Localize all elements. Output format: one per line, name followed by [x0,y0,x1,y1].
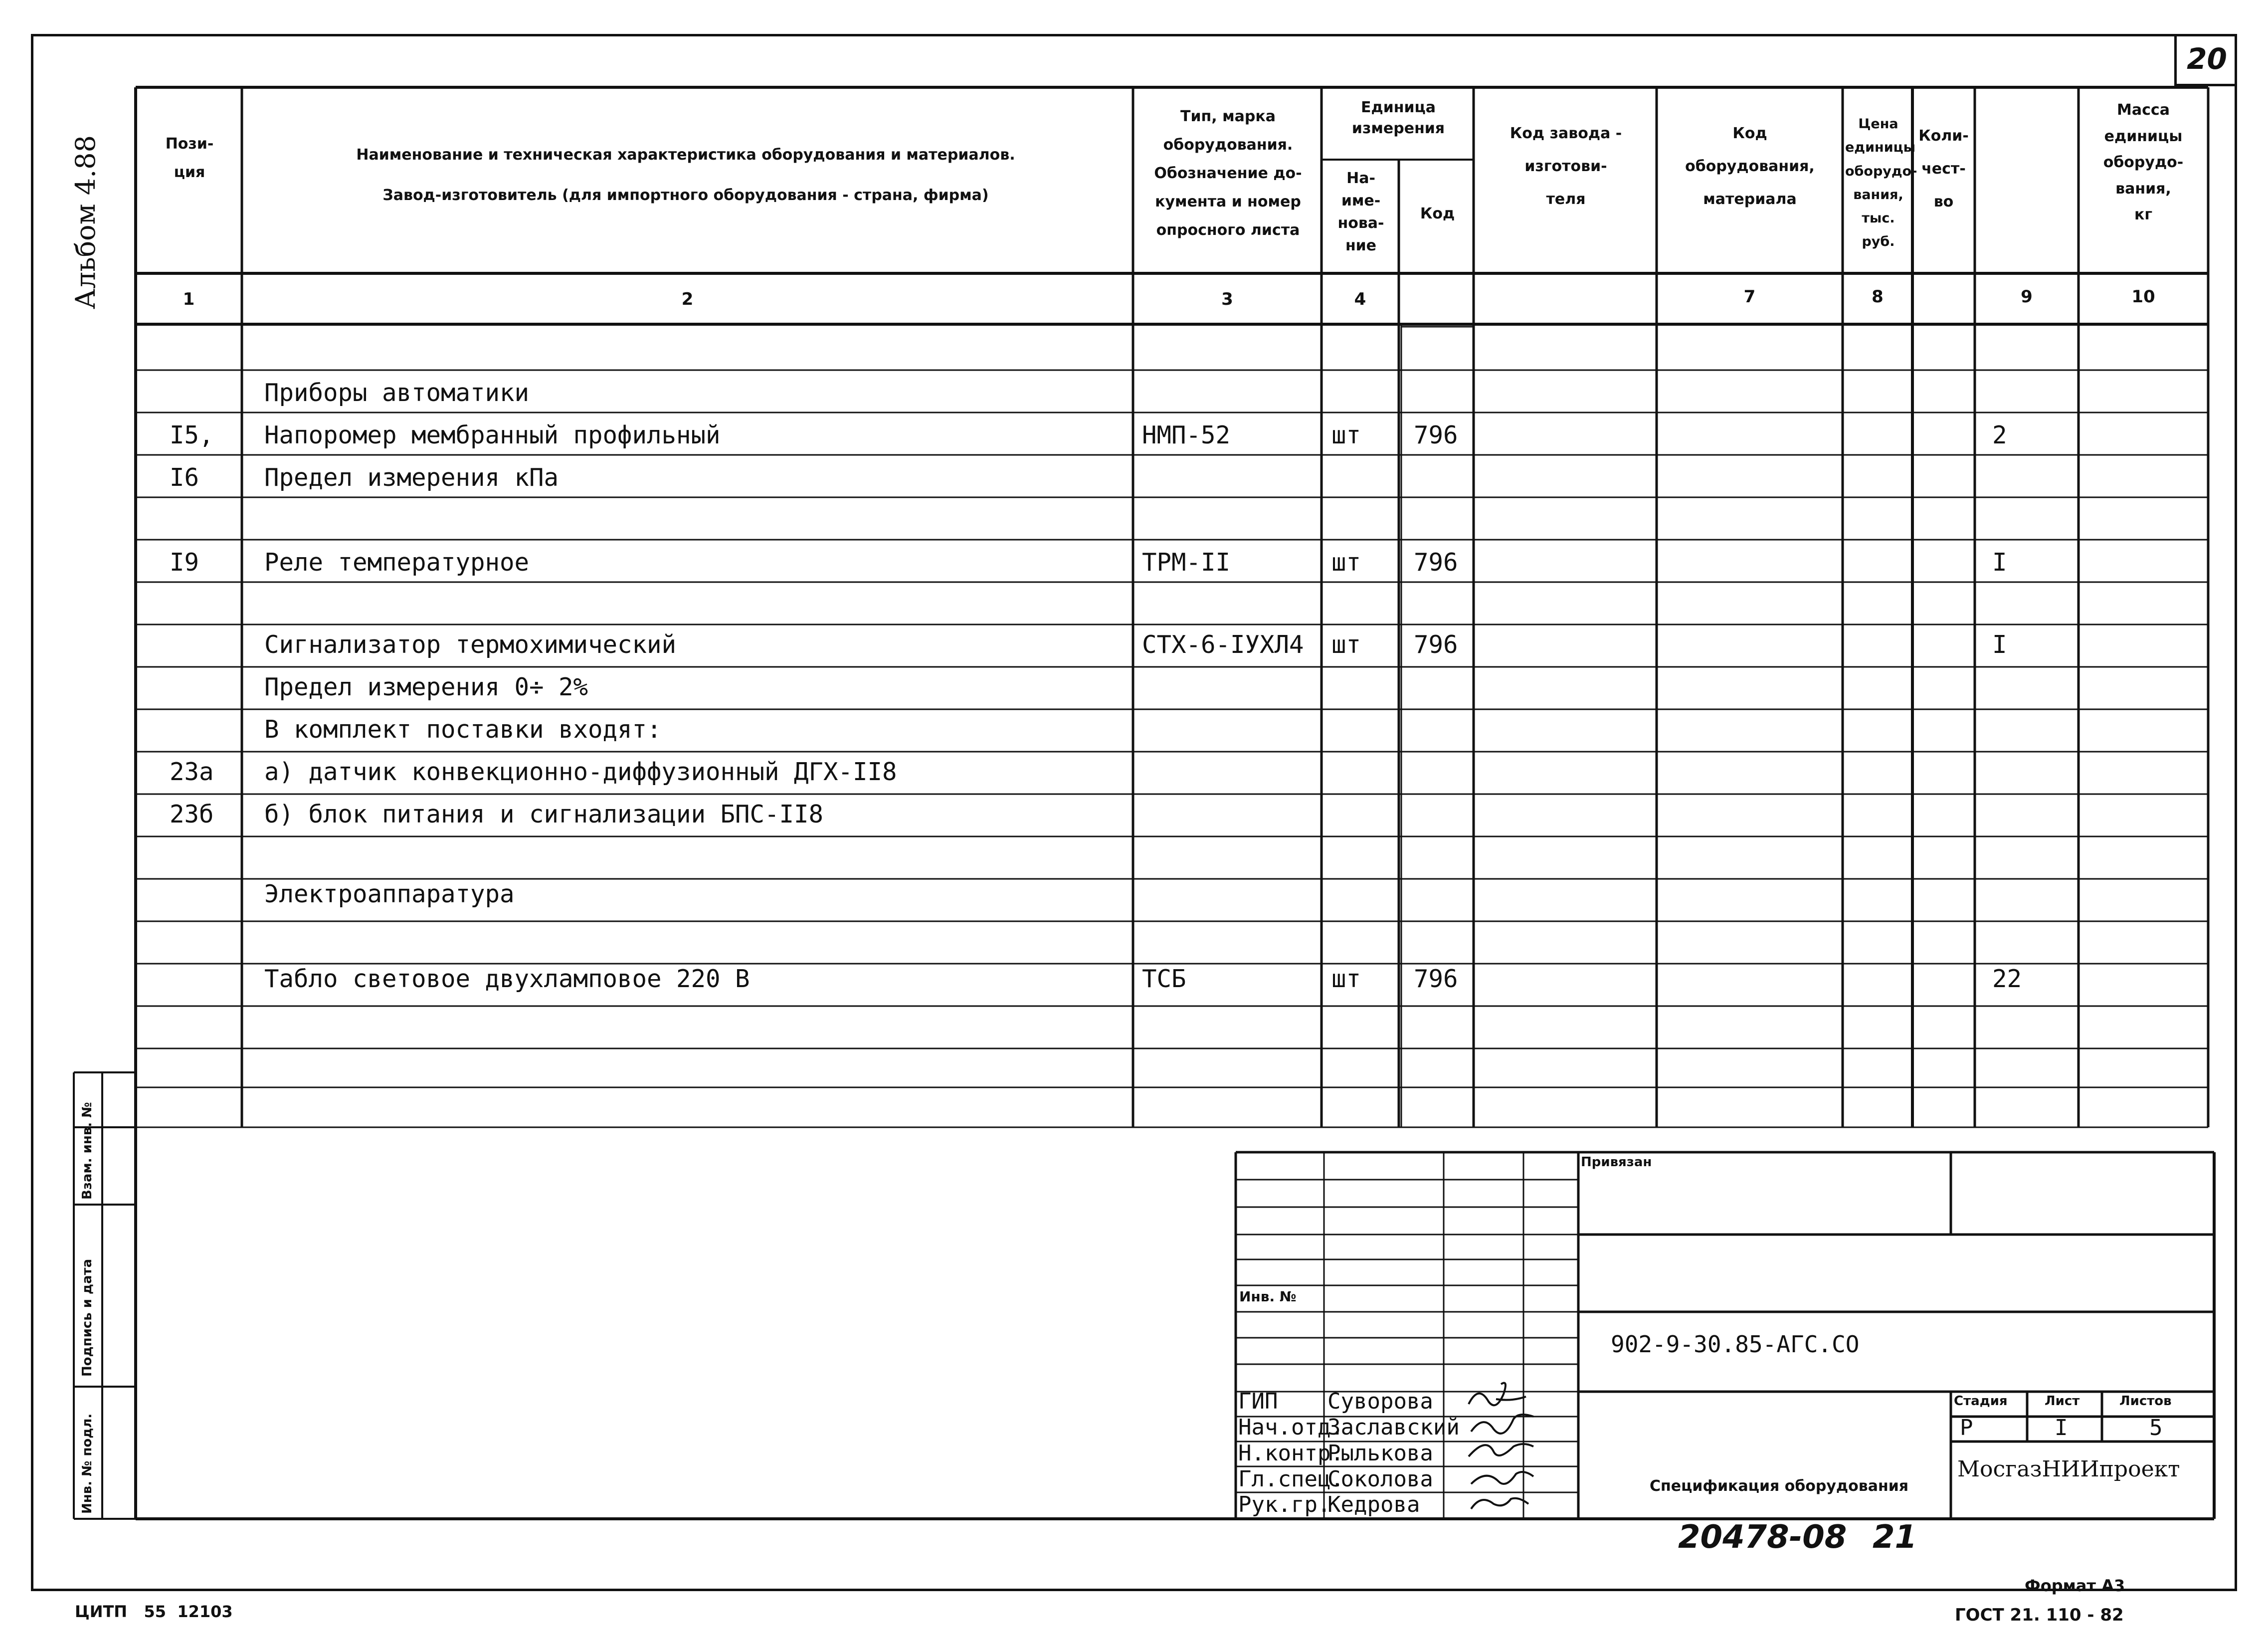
header-text: Тип, марка [1180,108,1276,125]
side-stamp-replacement-inv: Взам. инв. № [80,1102,95,1200]
row-unit: шт [1331,630,1361,659]
header-col-code: Код [1420,205,1455,222]
person-name: Кедрова [1327,1492,1420,1517]
row-quantity: I [1992,630,2007,659]
row-name: Реле температурное [264,548,530,577]
organization-name: МосгазНИИпроект [1957,1456,2180,1482]
row-quantity: 22 [1992,965,2022,993]
album-label: Альбом 4.88 [70,135,101,309]
handwritten-code: 20478-08 [1678,1519,1847,1556]
column-number: 1 [183,289,195,309]
row-name: Табло световое двухламповое 220 В [264,965,750,993]
header-text: Коли- [1918,127,1969,145]
gost-label: ГОСТ 21. 110 - 82 [1955,1605,2124,1625]
row-code: 796 [1414,630,1458,659]
person-name: Суворова [1327,1389,1433,1414]
header-text: измерения [1351,120,1445,137]
row-type: СТХ-6-IУХЛ4 [1142,630,1304,659]
header-text: оборудо- [1845,163,1917,179]
stage-label: Стадия [1954,1394,2008,1409]
person-name: Соколова [1327,1466,1433,1492]
role-label: Нач.отд. [1238,1415,1344,1440]
privyazan-label: Привязан [1581,1155,1652,1170]
row-position: 23б [170,800,214,828]
row-name: В комплект поставки входят: [264,715,662,744]
row-code: 796 [1414,965,1458,993]
role-label: ГИП [1238,1389,1278,1414]
handwritten-number: 21 [1873,1519,1917,1556]
row-type: НМП-52 [1142,421,1231,449]
header-text: оборудования, [1685,158,1815,175]
footer-left: ЦИТП 55 12103 [75,1602,233,1621]
row-name: б) блок питания и сигнализации БПС-II8 [264,800,824,828]
header-text: Завод-изготовитель (для импортного оборудования - страна, фирма) [382,187,989,204]
header-text: материала [1703,191,1797,208]
header-text: Единица [1361,99,1436,116]
row-position: I9 [170,548,199,577]
header-text: Обозначение до- [1154,165,1302,182]
sheet-value: I [2055,1415,2068,1441]
side-stamp-signature-date: Подпись и дата [80,1258,95,1377]
row-unit: шт [1331,965,1361,993]
header-text: теля [1546,191,1586,208]
header-text: ция [174,164,205,181]
person-name: Рылькова [1327,1441,1433,1466]
row-unit: шт [1331,421,1361,449]
header-text: Код завода - [1510,125,1622,142]
column-number: 9 [2021,287,2033,307]
row-name: а) датчик конвекционно-диффузионный ДГХ-II8 [264,758,897,786]
row-quantity: 2 [1992,421,2007,449]
row-position: I5, [170,421,214,449]
sheet-label: Лист [2045,1394,2080,1409]
row-name: Предел измерения кПа [264,463,559,492]
role-label: Н.контр. [1238,1441,1344,1466]
row-unit: шт [1331,548,1361,577]
row-name: Сигнализатор термохимический [264,630,677,659]
header-text: изготови- [1524,158,1607,175]
side-stamp-inv-original: Инв. № подл. [80,1413,95,1514]
header-text: На- [1346,170,1375,187]
document-code: 902-9-30.85-АГС.СО [1611,1331,1860,1358]
column-number: 3 [1221,289,1233,309]
header-text: вания, [2115,180,2171,198]
row-name: Напоромер мембранный профильный [264,421,721,449]
column-number: 10 [2131,287,2155,307]
header-text: единицы [2104,127,2183,145]
header-text: Цена [1858,116,1898,132]
header-text: Наименование и техническая характеристика оборудования и материалов. [356,146,1015,164]
header-text: опросного листа [1156,221,1300,239]
column-number: 2 [681,289,694,309]
person-name: Заславский [1327,1415,1460,1440]
column-number: 7 [1743,287,1756,307]
row-position: I6 [170,463,199,492]
header-text: Масса [2117,101,2170,119]
row-name: Приборы автоматики [264,379,530,407]
header-text: тыс. руб. [1862,210,1895,250]
header-text: оборудования. [1163,136,1293,154]
row-quantity: I [1992,548,2007,577]
row-code: 796 [1414,548,1458,577]
header-text: ние [1345,237,1377,254]
column-number: 4 [1354,289,1366,309]
sheets-value: 5 [2149,1415,2163,1441]
row-position: 23а [170,758,214,786]
inventory-number-label: Инв. № [1239,1288,1297,1305]
role-label: Рук.гр. [1238,1492,1331,1517]
column-number: 8 [1872,287,1884,307]
header-text: оборудо- [2103,154,2184,171]
header-text: Пози- [165,135,214,153]
row-code: 796 [1414,421,1458,449]
row-type: ТСБ [1142,965,1186,993]
header-text: кг [2134,206,2153,223]
role-label: Гл.спец. [1238,1466,1344,1492]
header-text: кумента и номер [1155,193,1301,210]
header-text: чест- [1921,160,1966,178]
header-text: единицы [1845,140,1916,156]
header-text: вания, [1853,187,1903,203]
document-title: Спецификация оборудования [1650,1477,1908,1495]
stage-value: Р [1960,1415,1973,1441]
row-name: Предел измерения 0÷ 2% [264,673,588,701]
format-label: Формат А3 [2025,1576,2125,1595]
header-text: Код [1732,125,1767,142]
sheets-label: Листов [2119,1394,2172,1409]
sheet-number: 20 [2174,34,2237,86]
header-text: нова- [1337,214,1384,232]
row-name: Электроаппаратура [264,880,515,908]
row-type: ТРМ-II [1142,548,1231,577]
header-text: во [1933,193,1954,210]
header-text: име- [1341,192,1381,209]
